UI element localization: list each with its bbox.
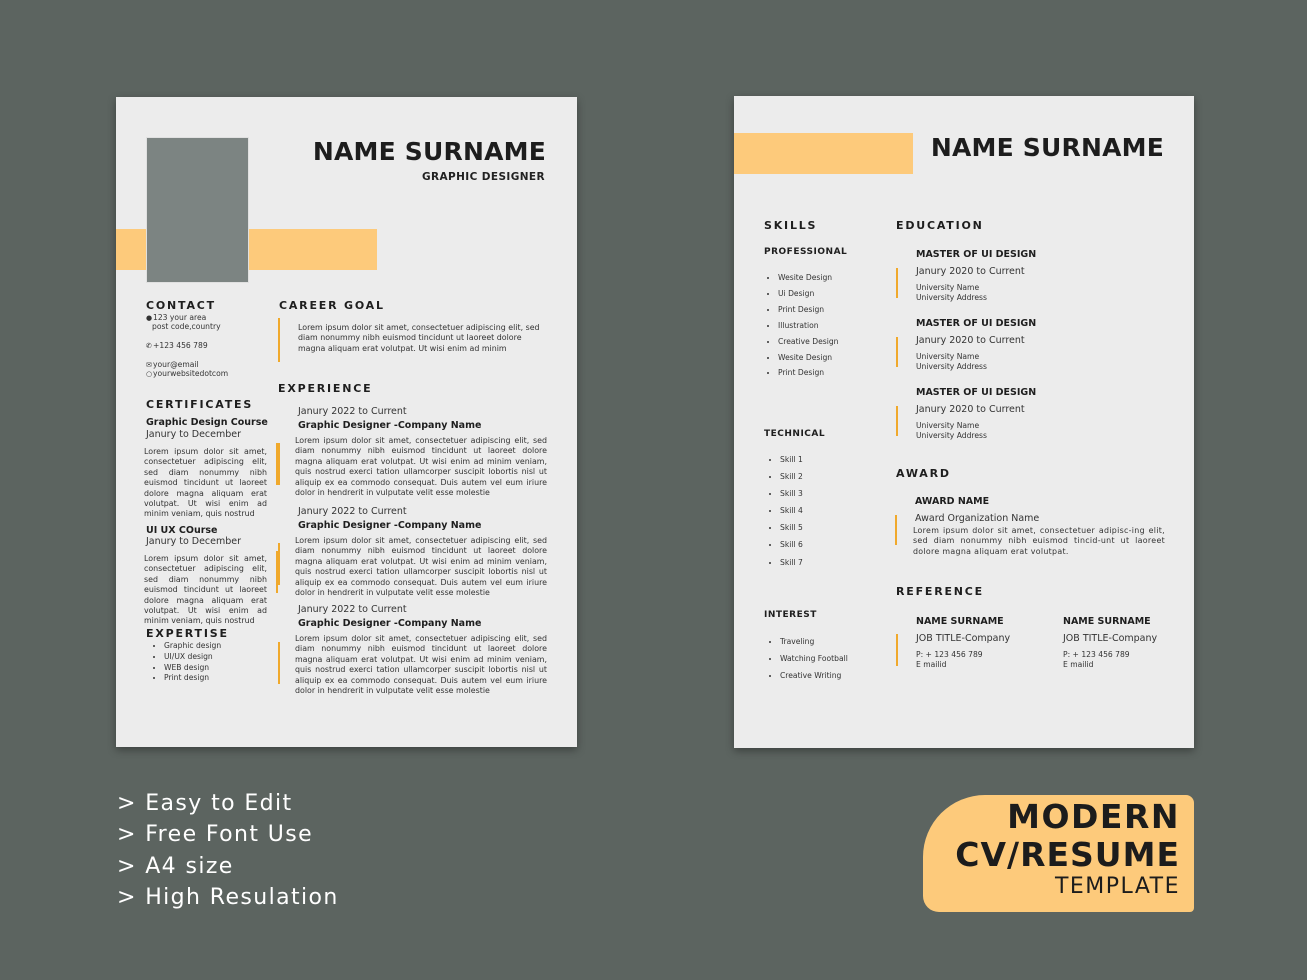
feature-item: > Free Font Use: [117, 822, 314, 847]
accent-line: [896, 406, 898, 436]
reference-job: JOB TITLE-Company: [916, 633, 1011, 644]
expertise-heading: EXPERTISE: [146, 627, 229, 640]
list-item: • Skill 6: [780, 536, 803, 553]
experience-text: Lorem ipsum dolor sit amet, consectetuer adipiscing elit, sed diam nonummy nibh euismod tincidunt ut laoreet dolore magna aliquam erat volutpat. Ut wisi enim ad minim veniam, quis nostrud exerci tation ullamcorper suscipit lobortis nisl ut aliquip ex ea commodo consequat. Duis autem vel eum iriure dolor in hendrerit in vulputate velit esse molestie: [295, 436, 547, 498]
accent-line: [278, 318, 280, 362]
education-heading: EDUCATION: [896, 219, 984, 232]
list-item: • Print design: [164, 673, 221, 684]
award-heading: AWARD: [896, 467, 951, 480]
badge-line-1: MODERN: [1007, 797, 1180, 836]
resume-page-1: [116, 97, 577, 747]
professional-skills-list: [764, 270, 838, 381]
reference-email: E mailid: [1063, 660, 1094, 669]
photo-placeholder: [146, 137, 249, 283]
certificate-text: Lorem ipsum dolor sit amet, consectetuer adipiscing elit, sed diam nonummy nibh euismod tincidunt ut laoreet dolore magna aliquam erat volutpat. Ut wisi enim ad minim veniam, quis nostrud: [144, 447, 267, 519]
education-degree: MASTER OF UI DESIGN: [916, 387, 1037, 398]
accent-line: [278, 443, 280, 485]
list-item: • Skill 5: [780, 519, 803, 536]
experience-dates: Janury 2022 to Current: [298, 506, 407, 517]
technical-heading: TECHNICAL: [764, 429, 826, 439]
accent-band: [734, 133, 913, 174]
reference-heading: REFERENCE: [896, 585, 984, 598]
university-name: University Name: [916, 352, 980, 361]
phone-icon: ✆: [146, 342, 152, 350]
list-item: • Skill 7: [780, 554, 803, 571]
address-line2: post code,country: [152, 322, 221, 331]
contact-phone: [146, 341, 208, 352]
award-org: Award Organization Name: [915, 513, 1040, 524]
career-goal-heading: CAREER GOAL: [279, 299, 385, 312]
certificate-dates: Janury to December: [146, 429, 242, 440]
badge-line-3: TEMPLATE: [1054, 874, 1180, 899]
list-item: • Skill 1: [780, 451, 803, 468]
contact-heading: CONTACT: [146, 299, 216, 312]
education-degree: MASTER OF UI DESIGN: [916, 318, 1037, 329]
experience-dates: Janury 2022 to Current: [298, 604, 407, 615]
list-item: • Graphic design: [164, 641, 221, 652]
feature-item: > A4 size: [117, 854, 234, 879]
university-address: University Address: [916, 431, 987, 440]
list-item: • Print Design: [778, 365, 838, 381]
experience-role: Graphic Designer -Company Name: [298, 420, 482, 431]
award-name: AWARD NAME: [915, 496, 990, 507]
list-item: • Skill 4: [780, 502, 803, 519]
address-line1: 123 your area: [153, 313, 207, 322]
technical-skills-list: [766, 451, 803, 571]
location-pin-icon: ●: [146, 314, 153, 322]
experience-text: Lorem ipsum dolor sit amet, consectetuer adipiscing elit, sed diam nonummy nibh euismod tincidunt ut laoreet dolore magna aliquam erat volutpat. Ut wisi enim ad minim veniam, quis nostrud exerci tation ullamcorper suscipit lobortis nisl ut aliquip ex ea commodo consequat. Duis autem vel eum iriure dolor in hendrerit in vulputate velit esse molestie: [295, 634, 547, 696]
accent-line: [278, 543, 280, 585]
list-item: • Ui Design: [778, 286, 838, 302]
experience-role: Graphic Designer -Company Name: [298, 520, 482, 531]
resume-role: GRAPHIC DESIGNER: [421, 171, 545, 183]
accent-line: [278, 642, 280, 684]
certificate-name: Graphic Design Course: [146, 417, 268, 428]
certificate-name: UI UX COurse: [146, 525, 218, 536]
badge-line-2: CV/RESUME: [955, 835, 1180, 874]
phone-text: +123 456 789: [153, 341, 208, 350]
accent-line: [895, 515, 897, 545]
university-address: University Address: [916, 362, 987, 371]
education-dates: Janury 2020 to Current: [916, 266, 1025, 277]
list-item: • Skill 3: [780, 485, 803, 502]
list-item: • Creative Writing: [780, 667, 848, 684]
university-address: University Address: [916, 293, 987, 302]
education-dates: Janury 2020 to Current: [916, 335, 1025, 346]
career-goal-text: Lorem ipsum dolor sit amet, consectetuer adipiscing elit, sed diam nonummy nibh euismod tincidunt ut laoreet dolore magna aliquam erat volutpat. Ut wisi enim ad minim: [298, 323, 540, 353]
award-text: Lorem ipsum dolor sit amet, consectetuer adipisc-ing elit, sed diam nonummy nibh euismod tincid-unt ut laoreet dolore magna aliquam erat volutpat.: [913, 526, 1165, 556]
accent-line: [896, 337, 898, 367]
list-item: • Skill 2: [780, 468, 803, 485]
contact-website: [146, 369, 228, 380]
reference-name: NAME SURNAME: [916, 616, 1004, 627]
reference-phone: P: + 123 456 789: [916, 650, 983, 659]
resume-name: NAME SURNAME: [312, 137, 546, 166]
list-item: • Wesite Design: [778, 270, 838, 286]
education-degree: MASTER OF UI DESIGN: [916, 249, 1037, 260]
interest-list: [766, 633, 848, 684]
interest-heading: INTEREST: [764, 610, 817, 620]
university-name: University Name: [916, 283, 980, 292]
experience-heading: EXPERIENCE: [278, 382, 373, 395]
list-item: • Print Design: [778, 302, 838, 318]
globe-icon: ○: [146, 370, 153, 378]
resume-name: NAME SURNAME: [930, 133, 1164, 162]
experience-dates: Janury 2022 to Current: [298, 406, 407, 417]
email-icon: ✉: [146, 361, 152, 369]
education-dates: Janury 2020 to Current: [916, 404, 1025, 415]
list-item: • UI/UX design: [164, 652, 221, 663]
reference-name: NAME SURNAME: [1063, 616, 1151, 627]
university-name: University Name: [916, 421, 980, 430]
list-item: • Creative Design: [778, 334, 838, 350]
title-badge: [923, 795, 1194, 912]
expertise-list: [150, 641, 221, 684]
feature-item: > Easy to Edit: [117, 791, 293, 816]
feature-item: > High Resulation: [117, 885, 339, 910]
skills-heading: SKILLS: [764, 219, 818, 232]
list-item: • Illustration: [778, 318, 838, 334]
certificates-heading: CERTIFICATES: [146, 398, 254, 411]
reference-phone: P: + 123 456 789: [1063, 650, 1130, 659]
reference-job: JOB TITLE-Company: [1063, 633, 1158, 644]
list-item: • Wesite Design: [778, 350, 838, 366]
accent-line: [896, 634, 898, 666]
email-text: your@email: [153, 360, 199, 369]
resume-page-2: [734, 96, 1194, 748]
list-item: • Watching Football: [780, 650, 848, 667]
certificate-text: Lorem ipsum dolor sit amet, consectetuer adipiscing elit, sed diam nonummy nibh euismod tincidunt ut laoreet dolore magna aliquam erat volutpat. Ut wisi enim ad minim veniam, quis nostrud: [144, 554, 267, 626]
certificate-dates: Janury to December: [146, 536, 242, 547]
experience-role: Graphic Designer -Company Name: [298, 618, 482, 629]
website-text: yourwebsitedotcom: [153, 369, 229, 378]
list-item: • WEB design: [164, 663, 221, 674]
professional-heading: PROFESSIONAL: [764, 247, 848, 257]
experience-text: Lorem ipsum dolor sit amet, consectetuer adipiscing elit, sed diam nonummy nibh euismod tincidunt ut laoreet dolore magna aliquam erat volutpat. Ut wisi enim ad minim veniam, quis nostrud exerci tation ullamcorper suscipit lobortis nisl ut aliquip ex ea commodo consequat. Duis autem vel eum iriure dolor in hendrerit in vulputate velit esse molestie: [295, 536, 547, 598]
reference-email: E mailid: [916, 660, 947, 669]
list-item: • Traveling: [780, 633, 848, 650]
accent-line: [896, 268, 898, 298]
